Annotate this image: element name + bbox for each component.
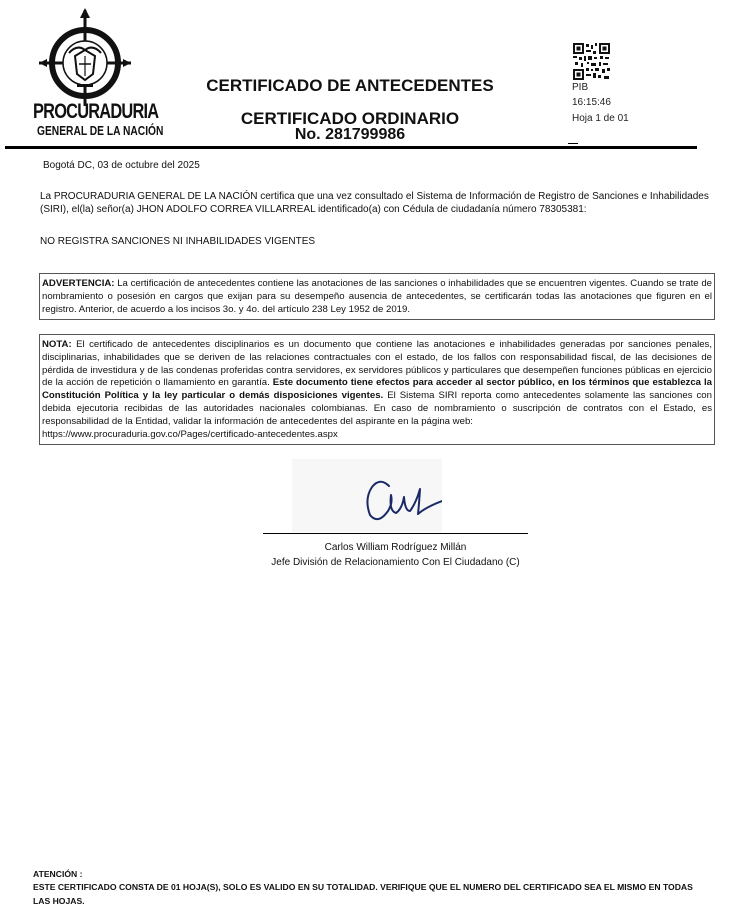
document-subtitle: CERTIFICADO ORDINARIO <box>240 109 460 128</box>
warning-label: ADVERTENCIA: <box>42 278 115 289</box>
page-indicator: Hoja 1 de 01 <box>572 113 629 124</box>
certificate-number: No. 281799986 <box>294 126 406 143</box>
institution-name-line1: PROCURADURIA <box>33 100 159 123</box>
signature-image <box>292 459 442 532</box>
note-label: NOTA: <box>42 339 72 350</box>
certification-statement: La PROCURADURIA GENERAL DE LA NACIÓN certifica que una vez consultado el Sistema de Información de Registro de Sanciones e Inhabilidades (SIRI), el(la) señor(a) JHON ADOLFO CORREA VILLARREAL identificado(a) con Cédula de ciudadanía número 78305381: <box>40 191 709 215</box>
qr-code-icon <box>573 43 610 80</box>
document-code: PIB <box>572 82 589 93</box>
signature-line <box>263 533 528 534</box>
attention-text: ESTE CERTIFICADO CONSTA DE 01 HOJA(S), SOLO ES VALIDO EN SU TOTALIDAD. VERIFIQUE QUE EL NUMERO DEL CERTIFICADO SEA EL MISMO EN TODAS LAS HOJAS. <box>33 882 693 906</box>
warning-box <box>39 273 715 320</box>
divider <box>568 143 578 144</box>
institution-name-line2: GENERAL DE LA NACIÓN <box>37 124 164 138</box>
document-title: CERTIFICADO DE ANTECEDENTES <box>206 76 494 95</box>
issue-date: Bogotá DC, 03 de octubre del 2025 <box>43 160 200 171</box>
note-box <box>39 334 715 445</box>
signer-title: Jefe División de Relacionamiento Con El Ciudadano (C) <box>271 557 520 568</box>
issue-time: 16:15:46 <box>572 97 611 108</box>
attention-footer <box>33 868 693 908</box>
verification-url: https://www.procuraduria.gov.co/Pages/certificado-antecedentes.aspx <box>42 428 338 440</box>
header-divider <box>5 146 697 149</box>
attention-label: ATENCIÓN : <box>33 869 83 879</box>
note-text-continued: El Sistema SIRI reporta como antecedentes solamente las sanciones con debida ejecutoria recibidas de las autoridades nacionales colombianas. En caso de nombramiento o suscripción de contratos con el Estado, es responsabilidad de la Entidad, validar la información de antecedentes del aspirante en la página web: <box>42 390 712 427</box>
signer-name: Carlos William Rodríguez Millán <box>324 542 467 553</box>
note-text: El certificado de antecedentes disciplinarios es un documento que contiene las anotaciones e inhabilidades generadas por sanciones penales, disciplinarias, inhabilidades que se deriven de las relaciones contractuales con el estado, de los fallos con responsabilidad fiscal, de las decisiones de pérdida de investidura y de las condenas proferidas contra servidores, ex servidores públicos y particulares que desempeñen funciones públicas en ejercicio de la acción de repetición o llamamiento en garantía. <box>42 339 712 389</box>
certification-result: NO REGISTRA SANCIONES NI INHABILIDADES VIGENTES <box>40 236 316 247</box>
note-bold-text: Este documento tiene efectos para acceder al sector público, en los términos que establezca la Constitución Política y la ley particular o demás disposiciones vigentes. <box>42 377 713 402</box>
warning-text: La certificación de antecedentes contiene las anotaciones de las sanciones o inhabilidades que se encuentren vigentes. Cuando se trate de nombramiento o posesión en cargos que exijan para su desempeño ausencia de antecedentes, se certificarán todas las anotaciones que figuren en el registro. Anterior, de acuerdo a los incisos 3o. y 4o. del artículo 238 Ley 1952 de 2019. <box>42 278 712 315</box>
